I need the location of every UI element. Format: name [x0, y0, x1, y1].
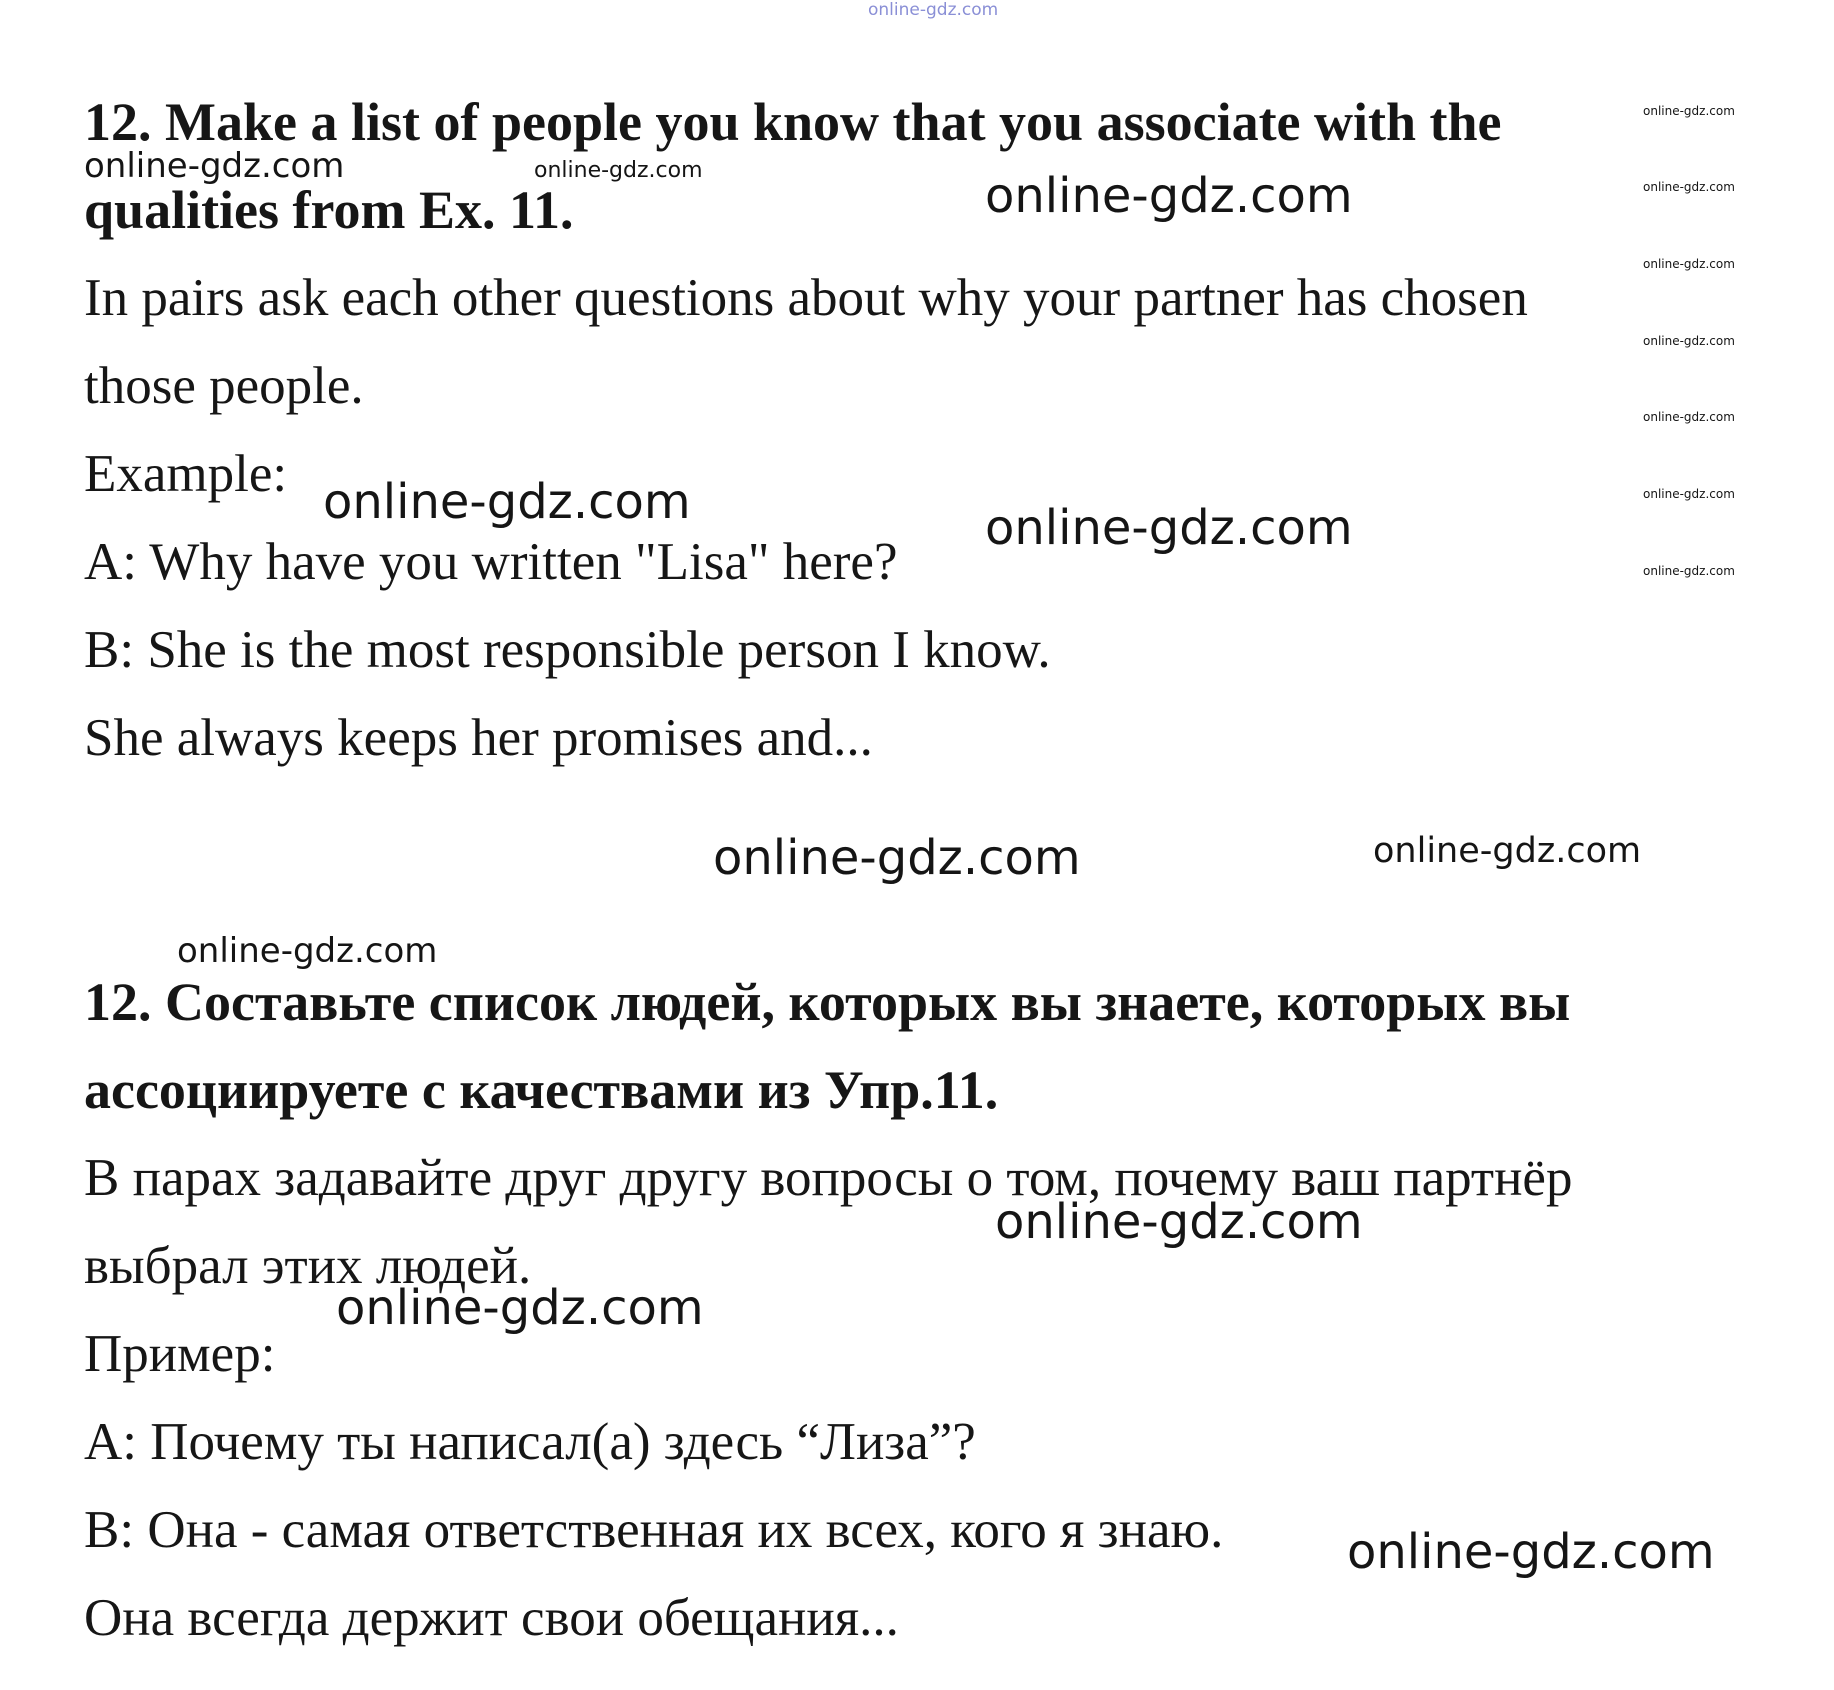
english-heading-line2: qualities from Ex. 11.	[84, 180, 574, 240]
russian-dialogue-b-continued: Она всегда держит свои обещания...	[84, 1589, 899, 1647]
russian-instruction-line2: выбрал этих людей.	[84, 1237, 532, 1295]
english-dialogue-a: A: Why have you written "Lisa" here?	[84, 533, 898, 591]
russian-example-label: Пример:	[84, 1325, 276, 1383]
watermark: online-gdz.com	[985, 500, 1353, 556]
watermark: online-gdz.com	[995, 1194, 1363, 1250]
watermark-margin: online-gdz.com	[1643, 257, 1735, 271]
watermark: online-gdz.com	[985, 168, 1353, 224]
watermark: online-gdz.com	[1347, 1524, 1715, 1580]
english-instruction-line1: In pairs ask each other questions about why your partner has chosen	[84, 269, 1528, 327]
watermark-margin: online-gdz.com	[1643, 334, 1735, 348]
watermark-margin: online-gdz.com	[1643, 487, 1735, 501]
russian-dialogue-a: А: Почему ты написал(а) здесь “Лиза”?	[84, 1413, 976, 1471]
watermark: online-gdz.com	[323, 474, 691, 530]
russian-heading-line2: ассоциируете с качествами из Упр.11.	[84, 1060, 999, 1120]
watermark: online-gdz.com	[1373, 831, 1642, 871]
watermark-margin: online-gdz.com	[1643, 410, 1735, 424]
watermark-margin: online-gdz.com	[1643, 104, 1735, 118]
russian-instruction-line1: В парах задавайте друг другу вопросы о том, почему ваш партнёр	[84, 1149, 1573, 1207]
watermark-margin: online-gdz.com	[1643, 180, 1735, 194]
watermark: online-gdz.com	[713, 830, 1081, 886]
watermark: online-gdz.com	[84, 146, 345, 186]
russian-heading-line1: 12. Составьте список людей, которых вы знаете, которых вы	[84, 972, 1571, 1032]
watermark: online-gdz.com	[336, 1280, 704, 1336]
english-dialogue-b: B: She is the most responsible person I know.	[84, 621, 1051, 679]
watermark: online-gdz.com	[177, 931, 438, 971]
english-dialogue-b-continued: She always keeps her promises and...	[84, 709, 873, 767]
watermark: online-gdz.com	[534, 158, 703, 183]
russian-dialogue-b: В: Она - самая ответственная их всех, кого я знаю.	[84, 1501, 1224, 1559]
english-instruction-line2: those people.	[84, 357, 364, 415]
english-heading-line1: 12. Make a list of people you know that you associate with the	[84, 92, 1502, 152]
watermark-margin: online-gdz.com	[1643, 564, 1735, 578]
watermark-top: online-gdz.com	[868, 0, 999, 20]
english-example-label: Example:	[84, 445, 288, 503]
